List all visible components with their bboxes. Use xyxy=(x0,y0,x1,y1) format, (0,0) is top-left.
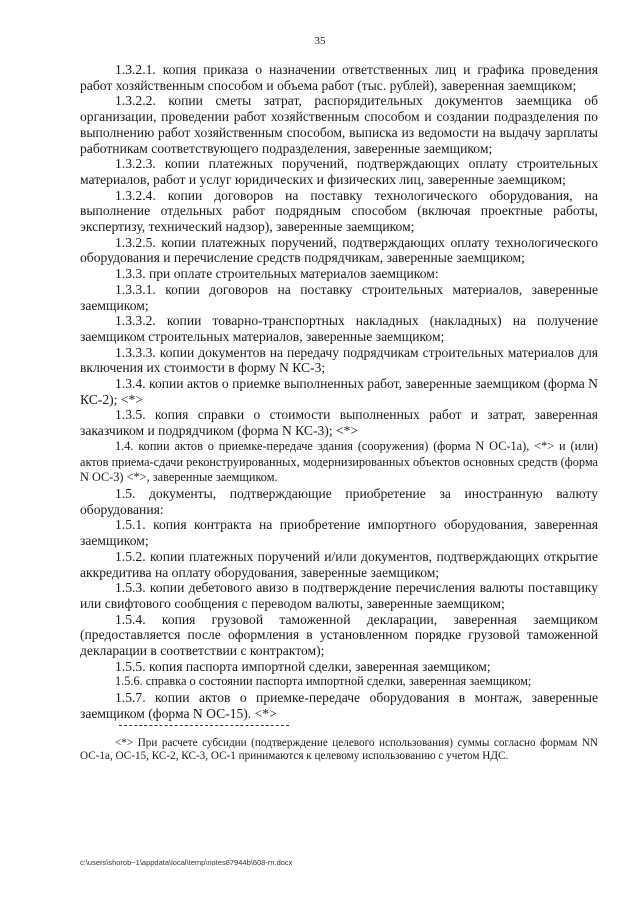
paragraph-1-3-2-2: 1.3.2.2. копии сметы затрат, распорядительных документов заемщика об организации, проведении работ хозяйственным способом и создании подразделения по выполнению работ хозяйственным способом, выписка из ведомости на выдачу зарплаты работникам соответствующего подразделения, заверенные заемщиком; xyxy=(80,93,598,156)
paragraph-1-3-2-4: 1.3.2.4. копии договоров на поставку технологического оборудования, на выполнение отдельных работ подрядным способом (включая проектные работы, экспертизу, технический надзор), заверенные заемщиком; xyxy=(80,187,598,235)
paragraph-1-4: 1.4. копии актов о приемке-передаче здания (сооружения) (форма N ОС-1а), <*> и (или) актов приема-сдачи реконструированных, модернизированных объектов основных средств (форма N ОС-3) <*>, заверенные заемщиком. xyxy=(80,438,598,485)
paragraph-1-5-2: 1.5.2. копии платежных поручений и/или документов, подтверждающих открытие аккредитива на оплату оборудования, заверенные заемщиком; xyxy=(80,548,598,580)
paragraph-1-5-4: 1.5.4. копия грузовой таможенной декларации, заверенная заемщиком (предоставляется после оформления в установленном порядке грузовой таможенной декларации в соответствии с контрактом); xyxy=(80,611,598,659)
paragraph-1-5: 1.5. документы, подтверждающие приобретение за иностранную валюту оборудования: xyxy=(80,485,598,517)
paragraph-1-3-2-3: 1.3.2.3. копии платежных поручений, подтверждающих оплату строительных материалов, работ и услуг юридических и физических лиц, заверенные заемщиком; xyxy=(80,156,598,187)
paragraph-1-5-1: 1.5.1. копия контракта на приобретение импортного оборудования, заверенная заемщиком; xyxy=(80,517,598,549)
paragraph-1-5-7: 1.5.7. копии актов о приемке-передаче оборудования в монтаж, заверенные заемщиком (форма N ОС-15). <*> xyxy=(80,690,598,721)
paragraph-1-3-3-1: 1.3.3.1. копии договоров на поставку строительных материалов, заверенные заемщиком; xyxy=(80,281,598,313)
paragraph-1-5-5: 1.5.5. копия паспорта импортной сделки, заверенная заемщиком; xyxy=(115,658,491,674)
paragraph-1-3-2-5: 1.3.2.5. копии платежных поручений, подтверждающих оплату технологического оборудования и перечисление средств подрядчикам, заверенные заемщиком; xyxy=(80,234,598,266)
paragraph-1-3-5: 1.3.5. копия справки о стоимости выполненных работ и затрат, заверенная заказчиком и подрядчиком (форма N КС-3); <*> xyxy=(80,407,598,439)
document-body xyxy=(80,62,598,763)
paragraph-1-3-2-1: 1.3.2.1. копия приказа о назначении ответственных лиц и графика проведения работ хозяйственным способом и объема работ (тыс. рублей), заверенная заемщиком; xyxy=(80,62,598,93)
paragraph-1-5-6: 1.5.6. справка о состоянии паспорта импортной сделки, заверенная заемщиком; xyxy=(115,674,532,689)
paragraph-1-3-3-3: 1.3.3.3. копии документов на передачу подрядчикам строительных материалов для включения их стоимости в форму N КС-3; xyxy=(80,344,598,376)
paragraph-1-3-4: 1.3.4. копии актов о приемке выполненных работ, заверенные заемщиком (форма N КС-2); <*> xyxy=(80,376,598,407)
file-path: c:\users\shorob~1\appdata\local\temp\notes87944b\608-rn.docx xyxy=(80,858,293,867)
footnote-divider xyxy=(119,725,289,726)
page-number: 35 xyxy=(314,35,326,47)
footnote: <*> При расчете субсидии (подтверждение целевого использования) суммы согласно формам NN ОС-1а, ОС-15, КС-2, КС-3, ОС-1 принимаются к целевому использованию с учетом НДС. xyxy=(80,736,598,762)
paragraph-1-3-3-2: 1.3.3.2. копии товарно-транспортных накладных (накладных) на получение заемщиком строительных материалов, заверенные заемщиком; xyxy=(80,313,598,344)
paragraph-1-5-3: 1.5.3. копии дебетового авизо в подтверждение перечисления валюты поставщику или свифтового сообщения с переводом валюты, заверенные заемщиком; xyxy=(80,580,598,611)
paragraph-1-3-3: 1.3.3. при оплате строительных материалов заемщиком: xyxy=(115,266,439,282)
